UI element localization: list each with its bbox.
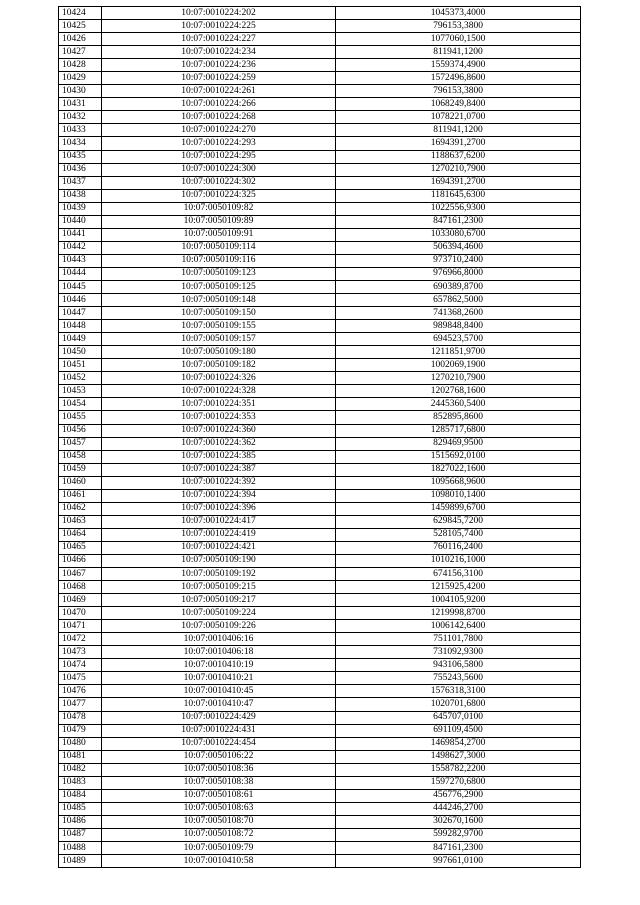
- table-row: [59, 189, 581, 202]
- row-number-cell: 10480: [59, 737, 102, 750]
- cadastral-code-cell: 10:07:0010224:392: [102, 476, 336, 489]
- cadastral-code-cell: 10:07:0010224:227: [102, 33, 336, 46]
- row-number-cell: 10433: [59, 124, 102, 137]
- table-row: [59, 124, 581, 137]
- row-number-cell: 10470: [59, 607, 102, 620]
- cadastral-code-cell: 10:07:0010224:295: [102, 150, 336, 163]
- value-cell: 1078221,0700: [336, 111, 581, 124]
- cadastral-code-cell: 10:07:0010406:16: [102, 633, 336, 646]
- table-row: [59, 254, 581, 267]
- cadastral-code-cell: 10:07:0010410:45: [102, 685, 336, 698]
- cadastral-code-cell: 10:07:0050109:180: [102, 346, 336, 359]
- table-row: [59, 554, 581, 567]
- value-cell: 1045373,4000: [336, 7, 581, 20]
- value-cell: 1219998,8700: [336, 607, 581, 620]
- cadastral-code-cell: 10:07:0010224:234: [102, 46, 336, 59]
- value-cell: 989848,8400: [336, 320, 581, 333]
- cadastral-code-cell: 10:07:0010224:419: [102, 528, 336, 541]
- value-cell: 811941,1200: [336, 124, 581, 137]
- table-row: [59, 489, 581, 502]
- value-cell: 674156,3100: [336, 568, 581, 581]
- value-cell: 847161,2300: [336, 842, 581, 855]
- table-row: [59, 581, 581, 594]
- row-number-cell: 10429: [59, 72, 102, 85]
- value-cell: 751101,7800: [336, 633, 581, 646]
- value-cell: 852895,8600: [336, 411, 581, 424]
- value-cell: 731092,9300: [336, 646, 581, 659]
- row-number-cell: 10442: [59, 241, 102, 254]
- row-number-cell: 10464: [59, 528, 102, 541]
- row-number-cell: 10449: [59, 333, 102, 346]
- cadastral-code-cell: 10:07:0050109:82: [102, 202, 336, 215]
- value-cell: 302670,1600: [336, 815, 581, 828]
- value-cell: 1010216,1000: [336, 554, 581, 567]
- row-number-cell: 10431: [59, 98, 102, 111]
- value-cell: 1098010,1400: [336, 489, 581, 502]
- row-number-cell: 10488: [59, 842, 102, 855]
- cadastral-code-cell: 10:07:0010224:261: [102, 85, 336, 98]
- row-number-cell: 10441: [59, 228, 102, 241]
- table-row: [59, 541, 581, 554]
- value-cell: 1188637,6200: [336, 150, 581, 163]
- cadastral-code-cell: 10:07:0050109:192: [102, 568, 336, 581]
- cadastral-code-cell: 10:07:0050109:148: [102, 294, 336, 307]
- table-row: [59, 137, 581, 150]
- value-cell: 796153,3800: [336, 20, 581, 33]
- value-cell: 741368,2600: [336, 307, 581, 320]
- value-cell: 973710,2400: [336, 254, 581, 267]
- value-cell: 629845,7200: [336, 515, 581, 528]
- value-cell: 1020701,6800: [336, 698, 581, 711]
- table-row: [59, 568, 581, 581]
- row-number-cell: 10483: [59, 776, 102, 789]
- table-row: [59, 267, 581, 280]
- table-row: [59, 698, 581, 711]
- table-row: [59, 515, 581, 528]
- table-row: [59, 528, 581, 541]
- row-number-cell: 10451: [59, 359, 102, 372]
- table-row: [59, 659, 581, 672]
- value-cell: 1559374,4900: [336, 59, 581, 72]
- table-row: [59, 176, 581, 189]
- cadastral-code-cell: 10:07:0010224:362: [102, 437, 336, 450]
- value-cell: 1694391,2700: [336, 137, 581, 150]
- cadastral-code-cell: 10:07:0050109:215: [102, 581, 336, 594]
- cadastral-code-cell: 10:07:0010406:18: [102, 646, 336, 659]
- value-cell: 1459899,6700: [336, 502, 581, 515]
- cadastral-code-cell: 10:07:0050109:226: [102, 620, 336, 633]
- value-cell: 1181645,6300: [336, 189, 581, 202]
- row-number-cell: 10453: [59, 385, 102, 398]
- cadastral-code-cell: 10:07:0050108:38: [102, 776, 336, 789]
- row-number-cell: 10467: [59, 568, 102, 581]
- row-number-cell: 10476: [59, 685, 102, 698]
- value-cell: 1215925,4200: [336, 581, 581, 594]
- row-number-cell: 10443: [59, 254, 102, 267]
- cadastral-code-cell: 10:07:0050109:150: [102, 307, 336, 320]
- row-number-cell: 10434: [59, 137, 102, 150]
- cadastral-code-cell: 10:07:0050109:217: [102, 594, 336, 607]
- value-cell: 1095668,9600: [336, 476, 581, 489]
- value-cell: 690389,8700: [336, 280, 581, 293]
- cadastral-code-cell: 10:07:0050109:114: [102, 241, 336, 254]
- value-cell: 1077060,1500: [336, 33, 581, 46]
- row-number-cell: 10458: [59, 450, 102, 463]
- table-row: [59, 450, 581, 463]
- value-cell: 1498627,3000: [336, 750, 581, 763]
- table-row: [59, 280, 581, 293]
- cadastral-code-cell: 10:07:0010224:236: [102, 59, 336, 72]
- table-row: [59, 672, 581, 685]
- row-number-cell: 10430: [59, 85, 102, 98]
- cadastral-code-cell: 10:07:0050109:182: [102, 359, 336, 372]
- row-number-cell: 10461: [59, 489, 102, 502]
- row-number-cell: 10485: [59, 802, 102, 815]
- row-number-cell: 10448: [59, 320, 102, 333]
- table-row: [59, 372, 581, 385]
- table-row: [59, 842, 581, 855]
- row-number-cell: 10469: [59, 594, 102, 607]
- table-row: [59, 711, 581, 724]
- row-number-cell: 10435: [59, 150, 102, 163]
- table-row: [59, 359, 581, 372]
- row-number-cell: 10462: [59, 502, 102, 515]
- value-cell: 1827022,1600: [336, 463, 581, 476]
- value-cell: 1002069,1900: [336, 359, 581, 372]
- table-row: [59, 411, 581, 424]
- row-number-cell: 10479: [59, 724, 102, 737]
- cadastral-code-cell: 10:07:0010224:417: [102, 515, 336, 528]
- cadastral-code-cell: 10:07:0050108:63: [102, 802, 336, 815]
- cadastral-code-cell: 10:07:0010410:19: [102, 659, 336, 672]
- table-row: [59, 46, 581, 59]
- value-cell: 1572496,8600: [336, 72, 581, 85]
- value-cell: 760116,2400: [336, 541, 581, 554]
- cadastral-code-cell: 10:07:0010224:225: [102, 20, 336, 33]
- row-number-cell: 10484: [59, 789, 102, 802]
- value-cell: 645707,0100: [336, 711, 581, 724]
- cadastral-code-cell: 10:07:0010224:326: [102, 372, 336, 385]
- value-cell: 1576318,3100: [336, 685, 581, 698]
- table-row: [59, 320, 581, 333]
- cadastral-code-cell: 10:07:0010410:21: [102, 672, 336, 685]
- cadastral-code-cell: 10:07:0010224:431: [102, 724, 336, 737]
- table-row: [59, 855, 581, 868]
- table-row: [59, 215, 581, 228]
- row-number-cell: 10489: [59, 855, 102, 868]
- row-number-cell: 10438: [59, 189, 102, 202]
- table-row: [59, 763, 581, 776]
- row-number-cell: 10446: [59, 294, 102, 307]
- row-number-cell: 10477: [59, 698, 102, 711]
- cadastral-code-cell: 10:07:0050108:72: [102, 828, 336, 841]
- cadastral-code-cell: 10:07:0010224:270: [102, 124, 336, 137]
- value-cell: 1597270,6800: [336, 776, 581, 789]
- table-row: [59, 620, 581, 633]
- row-number-cell: 10474: [59, 659, 102, 672]
- value-cell: 976966,8000: [336, 267, 581, 280]
- row-number-cell: 10456: [59, 424, 102, 437]
- cadastral-code-cell: 10:07:0010224:394: [102, 489, 336, 502]
- row-number-cell: 10468: [59, 581, 102, 594]
- cadastral-code-cell: 10:07:0050109:157: [102, 333, 336, 346]
- row-number-cell: 10473: [59, 646, 102, 659]
- cadastral-code-cell: 10:07:0050109:79: [102, 842, 336, 855]
- row-number-cell: 10426: [59, 33, 102, 46]
- cadastral-code-cell: 10:07:0050109:89: [102, 215, 336, 228]
- table-row: [59, 437, 581, 450]
- row-number-cell: 10487: [59, 828, 102, 841]
- table-row: [59, 228, 581, 241]
- row-number-cell: 10439: [59, 202, 102, 215]
- cadastral-code-cell: 10:07:0050108:70: [102, 815, 336, 828]
- value-cell: 1515692,0100: [336, 450, 581, 463]
- table-row: [59, 424, 581, 437]
- cadastral-code-cell: 10:07:0050106:22: [102, 750, 336, 763]
- row-number-cell: 10466: [59, 554, 102, 567]
- value-cell: 829469,9500: [336, 437, 581, 450]
- cadastral-code-cell: 10:07:0010224:325: [102, 189, 336, 202]
- cadastral-code-cell: 10:07:0050109:190: [102, 554, 336, 567]
- table-row: [59, 72, 581, 85]
- value-cell: 1285717,6800: [336, 424, 581, 437]
- value-cell: 444246,2700: [336, 802, 581, 815]
- value-cell: 755243,5600: [336, 672, 581, 685]
- row-number-cell: 10424: [59, 7, 102, 20]
- cadastral-code-cell: 10:07:0050108:36: [102, 763, 336, 776]
- table-row: [59, 307, 581, 320]
- cadastral-code-cell: 10:07:0010224:429: [102, 711, 336, 724]
- row-number-cell: 10436: [59, 163, 102, 176]
- value-cell: 1004105,9200: [336, 594, 581, 607]
- table-row: [59, 294, 581, 307]
- cadastral-code-cell: 10:07:0010224:259: [102, 72, 336, 85]
- table-row: [59, 463, 581, 476]
- row-number-cell: 10478: [59, 711, 102, 724]
- row-number-cell: 10481: [59, 750, 102, 763]
- row-number-cell: 10428: [59, 59, 102, 72]
- table-row: [59, 333, 581, 346]
- value-cell: 506394,4600: [336, 241, 581, 254]
- table-row: [59, 828, 581, 841]
- value-cell: 528105,7400: [336, 528, 581, 541]
- table-row: [59, 59, 581, 72]
- value-cell: 1006142,6400: [336, 620, 581, 633]
- cadastral-code-cell: 10:07:0050109:91: [102, 228, 336, 241]
- row-number-cell: 10440: [59, 215, 102, 228]
- value-cell: 1270210,7900: [336, 163, 581, 176]
- row-number-cell: 10432: [59, 111, 102, 124]
- cadastral-code-cell: 10:07:0050108:61: [102, 789, 336, 802]
- row-number-cell: 10437: [59, 176, 102, 189]
- table-row: [59, 111, 581, 124]
- value-cell: 599282,9700: [336, 828, 581, 841]
- cadastral-code-cell: 10:07:0050109:116: [102, 254, 336, 267]
- row-number-cell: 10482: [59, 763, 102, 776]
- cadastral-code-cell: 10:07:0010224:202: [102, 7, 336, 20]
- table-row: [59, 737, 581, 750]
- table-row: [59, 502, 581, 515]
- value-cell: 943106,5800: [336, 659, 581, 672]
- row-number-cell: 10475: [59, 672, 102, 685]
- row-number-cell: 10465: [59, 541, 102, 554]
- cadastral-code-cell: 10:07:0010224:293: [102, 137, 336, 150]
- value-cell: 1033080,6700: [336, 228, 581, 241]
- table-row: [59, 398, 581, 411]
- value-cell: 694523,5700: [336, 333, 581, 346]
- cadastral-code-cell: 10:07:0050109:123: [102, 267, 336, 280]
- value-cell: 1068249,8400: [336, 98, 581, 111]
- table-row: [59, 802, 581, 815]
- table-row: [59, 150, 581, 163]
- cadastral-code-cell: 10:07:0050109:155: [102, 320, 336, 333]
- cadastral-code-cell: 10:07:0010410:47: [102, 698, 336, 711]
- table-row: [59, 594, 581, 607]
- table-row: [59, 33, 581, 46]
- row-number-cell: 10452: [59, 372, 102, 385]
- value-cell: 796153,3800: [336, 85, 581, 98]
- cadastral-code-cell: 10:07:0010224:353: [102, 411, 336, 424]
- cadastral-code-cell: 10:07:0050109:125: [102, 280, 336, 293]
- cadastral-code-cell: 10:07:0010224:360: [102, 424, 336, 437]
- table-row: [59, 633, 581, 646]
- table-row: [59, 815, 581, 828]
- table-row: [59, 724, 581, 737]
- table-row: [59, 346, 581, 359]
- value-cell: 1022556,9300: [336, 202, 581, 215]
- table-row: [59, 685, 581, 698]
- table-row: [59, 163, 581, 176]
- table-row: [59, 85, 581, 98]
- row-number-cell: 10463: [59, 515, 102, 528]
- table-row: [59, 385, 581, 398]
- value-cell: 657862,5000: [336, 294, 581, 307]
- table-row: [59, 20, 581, 33]
- cadastral-code-cell: 10:07:0010224:421: [102, 541, 336, 554]
- cadastral-code-cell: 10:07:0010224:396: [102, 502, 336, 515]
- value-cell: 847161,2300: [336, 215, 581, 228]
- table-row: [59, 776, 581, 789]
- value-cell: 691109,4500: [336, 724, 581, 737]
- table-row: [59, 7, 581, 20]
- row-number-cell: 10471: [59, 620, 102, 633]
- row-number-cell: 10427: [59, 46, 102, 59]
- value-cell: 811941,1200: [336, 46, 581, 59]
- value-cell: 1270210,7900: [336, 372, 581, 385]
- cadastral-code-cell: 10:07:0010224:268: [102, 111, 336, 124]
- row-number-cell: 10460: [59, 476, 102, 489]
- row-number-cell: 10444: [59, 267, 102, 280]
- table-row: [59, 98, 581, 111]
- table-row: [59, 241, 581, 254]
- row-number-cell: 10486: [59, 815, 102, 828]
- cadastral-code-cell: 10:07:0010224:385: [102, 450, 336, 463]
- value-cell: 1202768,1600: [336, 385, 581, 398]
- value-cell: 1558782,2200: [336, 763, 581, 776]
- cadastral-code-cell: 10:07:0010410:58: [102, 855, 336, 868]
- cadastral-code-cell: 10:07:0010224:387: [102, 463, 336, 476]
- row-number-cell: 10445: [59, 280, 102, 293]
- table-row: [59, 646, 581, 659]
- row-number-cell: 10455: [59, 411, 102, 424]
- table-row: [59, 750, 581, 763]
- cadastral-code-cell: 10:07:0050109:224: [102, 607, 336, 620]
- value-cell: 456776,2900: [336, 789, 581, 802]
- data-table: [58, 6, 581, 868]
- row-number-cell: 10447: [59, 307, 102, 320]
- cadastral-code-cell: 10:07:0010224:300: [102, 163, 336, 176]
- cadastral-code-cell: 10:07:0010224:266: [102, 98, 336, 111]
- row-number-cell: 10459: [59, 463, 102, 476]
- cadastral-code-cell: 10:07:0010224:454: [102, 737, 336, 750]
- value-cell: 1694391,2700: [336, 176, 581, 189]
- table-row: [59, 607, 581, 620]
- table-row: [59, 476, 581, 489]
- row-number-cell: 10454: [59, 398, 102, 411]
- value-cell: 1211851,9700: [336, 346, 581, 359]
- value-cell: 2445360,5400: [336, 398, 581, 411]
- table-body: [59, 7, 581, 868]
- cadastral-code-cell: 10:07:0010224:302: [102, 176, 336, 189]
- cadastral-code-cell: 10:07:0010224:328: [102, 385, 336, 398]
- cadastral-code-cell: 10:07:0010224:351: [102, 398, 336, 411]
- row-number-cell: 10472: [59, 633, 102, 646]
- row-number-cell: 10425: [59, 20, 102, 33]
- value-cell: 997661,0100: [336, 855, 581, 868]
- row-number-cell: 10450: [59, 346, 102, 359]
- row-number-cell: 10457: [59, 437, 102, 450]
- table-row: [59, 789, 581, 802]
- table-row: [59, 202, 581, 215]
- value-cell: 1469854,2700: [336, 737, 581, 750]
